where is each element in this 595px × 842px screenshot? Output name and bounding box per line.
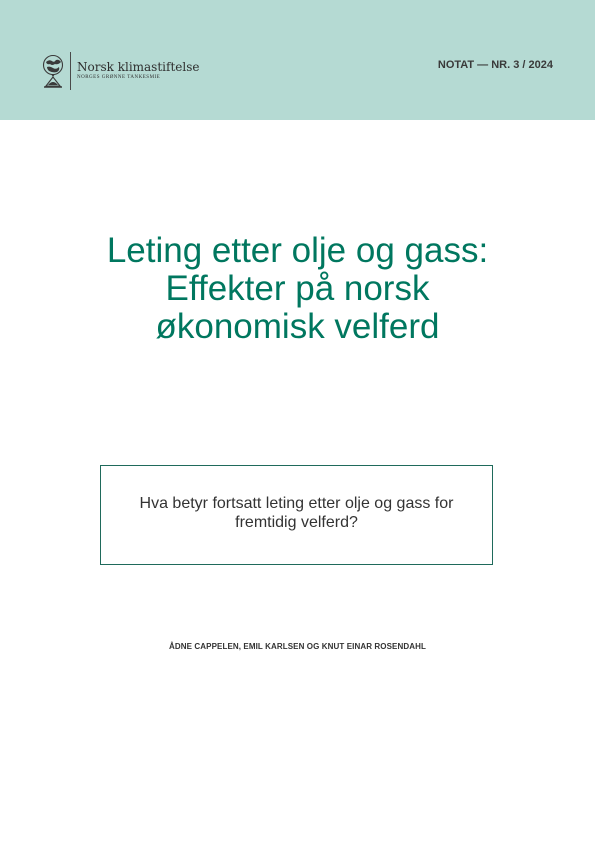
question-text: Hva betyr fortsatt leting etter olje og gass for fremtidig velferd? [139,495,454,531]
authors: ÅDNE CAPPELEN, EMIL KARLSEN OG KNUT EINAR ROSENDAHL [169,642,426,651]
document-title [0,232,595,346]
logo-divider [70,52,71,90]
globe-hourglass-icon [41,53,65,89]
logo-tagline: NORGES GRØNNE TANKESMIE [77,75,161,80]
header-band [0,0,595,120]
title-line-3: økonomisk velferd [155,307,440,346]
logo-name: Norsk klimastiftelse [77,60,200,74]
logo-text [77,61,199,81]
title-line-2: Effekter på norsk [165,269,430,308]
series-label: NOTAT — NR. 3 / 2024 [437,59,553,71]
title-line-1: Leting etter olje og gass: [106,231,489,270]
question-box [100,465,493,565]
logo [41,52,199,90]
